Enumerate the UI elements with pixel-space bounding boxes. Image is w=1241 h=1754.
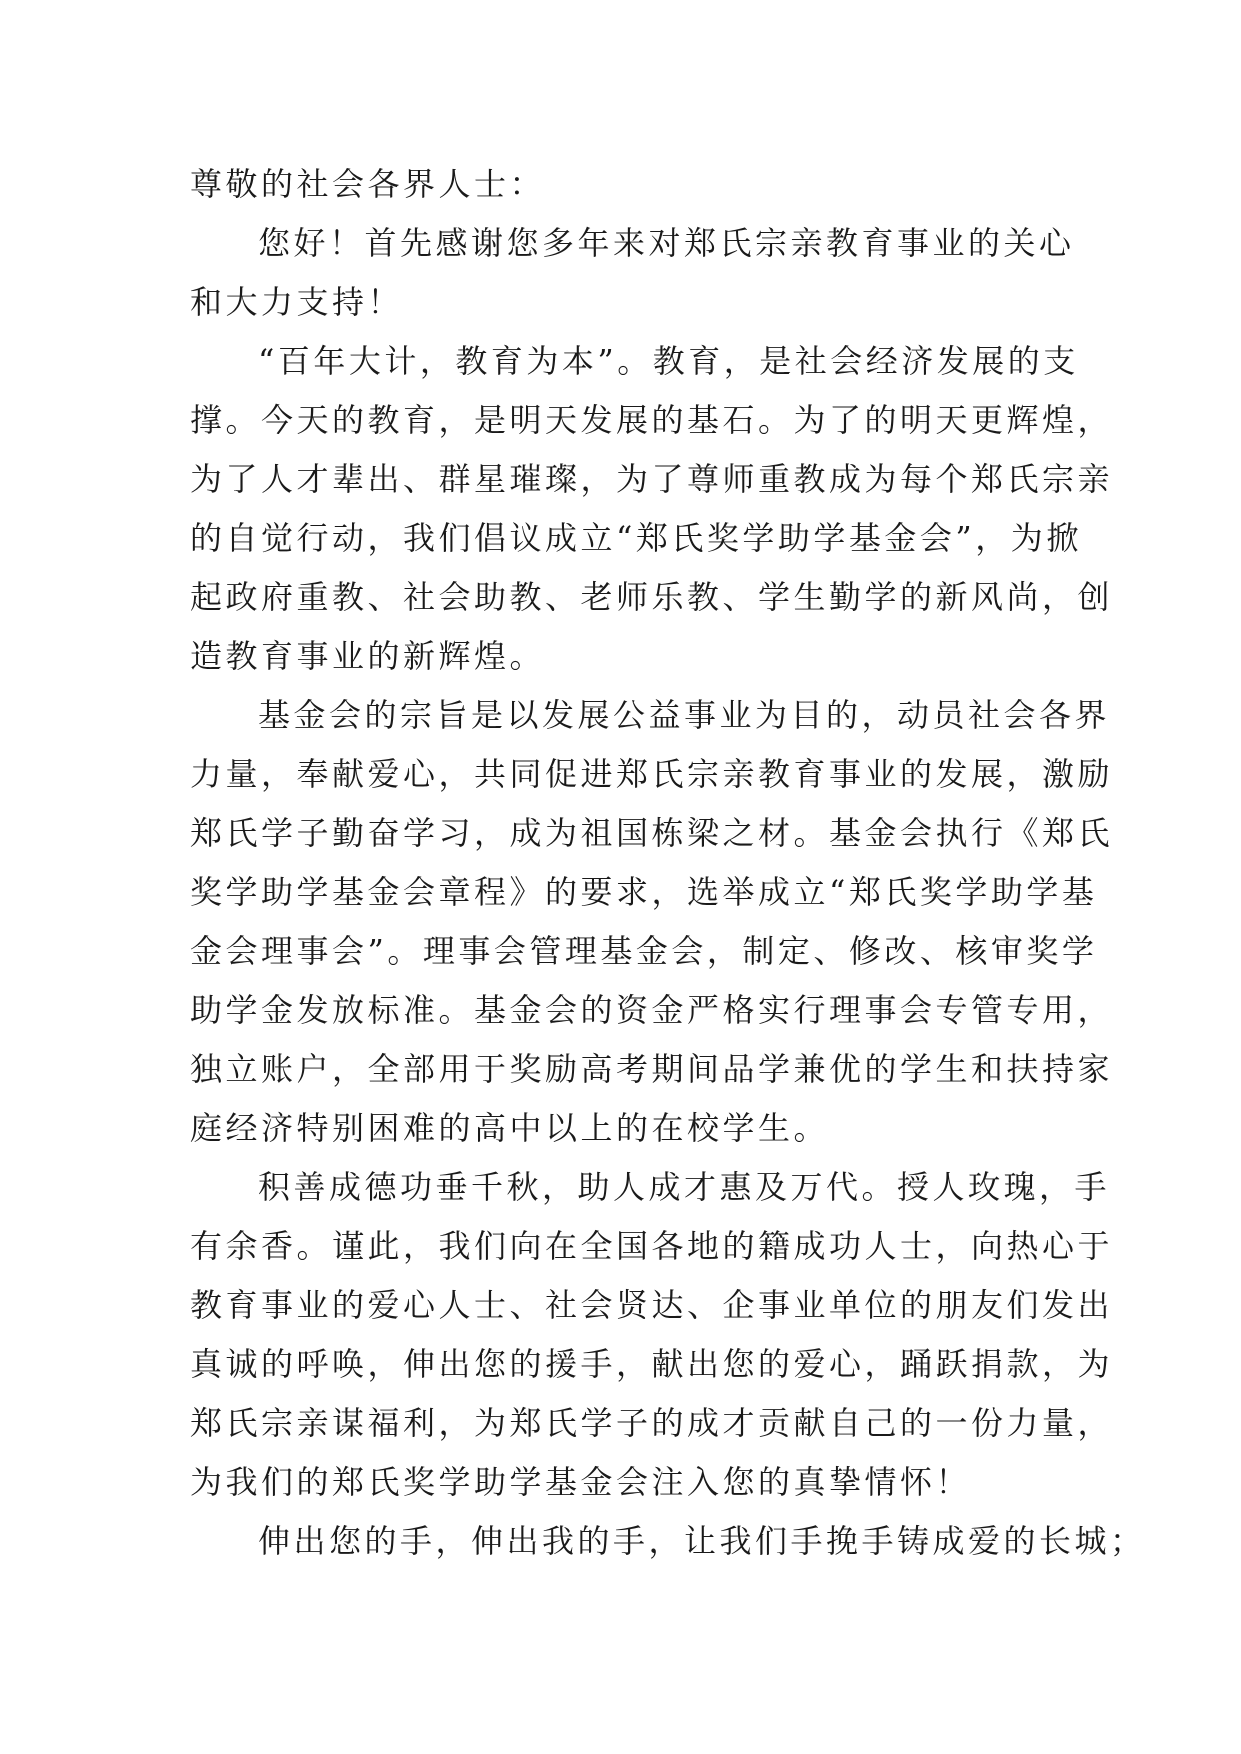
paragraph-line: 造教育事业的新辉煌。 xyxy=(190,637,546,675)
paragraph-line: 独立账户，全部用于奖励高考期间品学兼优的学生和扶持家 xyxy=(190,1050,1114,1088)
paragraph-line: 庭经济特别困难的高中以上的在校学生。 xyxy=(190,1109,830,1147)
paragraph-line: 您好！首先感谢您多年来对郑氏宗亲教育事业的关心 xyxy=(258,224,1075,262)
paragraph-line: 有余香。谨此，我们向在全国各地的籍成功人士，向热心于 xyxy=(190,1227,1114,1265)
paragraph-line: “百年大计，教育为本”。教育，是社会经济发展的支 xyxy=(258,342,1079,380)
paragraph-line: 教育事业的爱心人士、社会贤达、企事业单位的朋友们发出 xyxy=(190,1286,1114,1324)
paragraph-line: 的自觉行动，我们倡议成立“郑氏奖学助学基金会”，为掀 xyxy=(190,519,1082,557)
paragraph-line: 撑。今天的教育，是明天发展的基石。为了的明天更辉煌， xyxy=(190,401,1114,439)
paragraph-line: 积善成德功垂千秋，助人成才惠及万代。授人玫瑰，手 xyxy=(258,1168,1111,1206)
paragraph-line: 真诚的呼唤，伸出您的援手，献出您的爱心，踊跃捐款，为 xyxy=(190,1345,1114,1383)
paragraph-line: 奖学助学基金会章程》的要求，选举成立“郑氏奖学助学基 xyxy=(190,873,1098,911)
salutation: 尊敬的社会各界人士： xyxy=(190,165,546,203)
paragraph-line: 郑氏学子勤奋学习，成为祖国栋梁之材。基金会执行《郑氏 xyxy=(190,814,1114,852)
paragraph-line: 力量，奉献爱心，共同促进郑氏宗亲教育事业的发展，激励 xyxy=(190,755,1114,793)
paragraph-line: 郑氏宗亲谋福利，为郑氏学子的成才贡献自己的一份力量， xyxy=(190,1404,1114,1442)
paragraph-line: 为我们的郑氏奖学助学基金会注入您的真挚情怀！ xyxy=(190,1463,972,1501)
paragraph-line: 金会理事会”。理事会管理基金会，制定、修改、核审奖学 xyxy=(190,932,1098,970)
paragraph-line: 和大力支持！ xyxy=(190,283,404,321)
paragraph-line: 助学金发放标准。基金会的资金严格实行理事会专管专用， xyxy=(190,991,1114,1029)
letter-body xyxy=(190,155,1146,1571)
paragraph-line: 基金会的宗旨是以发展公益事业为目的，动员社会各界 xyxy=(258,696,1111,734)
paragraph-line: 伸出您的手，伸出我的手，让我们手挽手铸成爱的长城； xyxy=(258,1522,1146,1560)
paragraph-line: 为了人才辈出、群星璀璨，为了尊师重教成为每个郑氏宗亲 xyxy=(190,460,1114,498)
paragraph-line: 起政府重教、社会助教、老师乐教、学生勤学的新风尚，创 xyxy=(190,578,1114,616)
